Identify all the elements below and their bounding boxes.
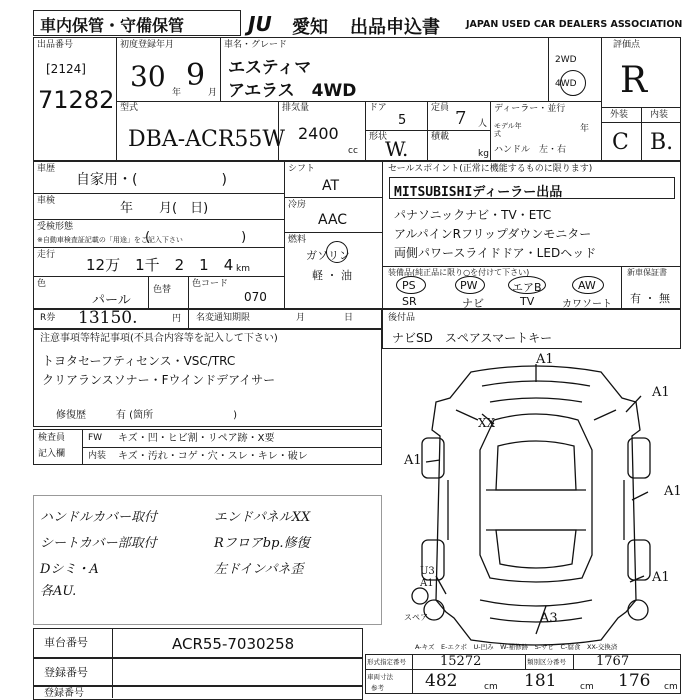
registration-year: 30 bbox=[130, 60, 166, 93]
color-code-value: 070 bbox=[244, 290, 267, 304]
equip-pw: PW bbox=[460, 279, 478, 292]
recycle-yen: 円 bbox=[172, 314, 182, 324]
type-label: 型式 bbox=[120, 103, 139, 113]
damage-legend: A-キズ E-エクボ U-凹み W-補修跡 S-サビ C-腐食 XX-交換済 bbox=[415, 643, 618, 651]
exterior-grade: C bbox=[612, 130, 629, 155]
drive-2wd: 2WD bbox=[555, 55, 577, 65]
height-unit: cm bbox=[664, 682, 678, 692]
bottom-reg-label: 登録番号 bbox=[44, 688, 84, 699]
drive-4wd: 4WD bbox=[555, 79, 577, 89]
history-value: 自家用・( ) bbox=[76, 172, 227, 188]
model-grade: アエラス 4WD bbox=[228, 81, 357, 101]
damage-a1-left: A1 bbox=[404, 453, 422, 468]
equip-circle-ps bbox=[396, 276, 426, 294]
ac-label: 冷房 bbox=[288, 200, 307, 210]
length-value: 482 bbox=[425, 671, 458, 691]
load-label: 積載 bbox=[431, 132, 450, 142]
fuel-gas-circle bbox=[326, 241, 348, 263]
displacement-label: 排気量 bbox=[282, 103, 310, 113]
registration-label: 初度登録年月 bbox=[120, 40, 175, 50]
registration-year-unit: 年 bbox=[172, 88, 182, 98]
receipt-label: 受検形態 bbox=[37, 222, 74, 232]
recycle-label: R券 bbox=[40, 313, 56, 323]
selling-point-2: パナソニックナビ・TV・ETC bbox=[394, 208, 552, 222]
color-change-label: 色替 bbox=[153, 285, 172, 295]
chassis-label: 車台番号 bbox=[44, 636, 88, 649]
model-name: エスティマ bbox=[228, 58, 312, 78]
capacity-label: 定員 bbox=[431, 103, 450, 113]
score-value: R bbox=[620, 60, 648, 101]
inspection-row2: キズ・汚れ・コゲ・穴・スレ・キレ・破レ bbox=[118, 451, 308, 462]
equip-circle-pw bbox=[455, 276, 485, 294]
displacement-value: 2400 bbox=[298, 124, 339, 143]
notes-line-2: クリアランスソナー・Fウインドデアイサー bbox=[42, 373, 276, 387]
inspector-note-right-1: エンドパネルXX bbox=[214, 510, 311, 525]
color-code-label: 色コード bbox=[192, 279, 229, 289]
notice-day: 日 bbox=[344, 313, 354, 323]
repair-label: 修復歴 bbox=[56, 410, 86, 421]
receipt-note: ※自動車検査証記載の「用途」をご記入下さい bbox=[37, 236, 183, 244]
fuel-gas: ガソリン bbox=[306, 249, 350, 262]
shaken-value: 年 月( 日) bbox=[120, 201, 209, 216]
equip-tv: TV bbox=[520, 295, 535, 308]
equip-circle-aw bbox=[572, 276, 604, 294]
model-year-label: モデル年式 bbox=[494, 122, 522, 138]
recycle-value: 13150. bbox=[78, 308, 138, 328]
width-unit: cm bbox=[580, 682, 594, 692]
lot-label: 出品番号 bbox=[37, 40, 74, 50]
notice-label: 名変通知期限 bbox=[196, 313, 251, 323]
damage-a3: A3 bbox=[540, 611, 558, 626]
interior-label: 内装 bbox=[650, 110, 669, 120]
type-code-label: 形式指定番号 bbox=[367, 658, 406, 666]
size-label: 車両寸法 bbox=[367, 673, 393, 681]
width-value: 181 bbox=[524, 671, 557, 691]
new-car-value: 有 ・ 無 bbox=[630, 292, 670, 305]
chassis-value: ACR55-7030258 bbox=[172, 635, 295, 653]
capacity-unit: 人 bbox=[478, 119, 488, 129]
inspector-note-right-2: Rフロアbp.修復 bbox=[214, 536, 310, 551]
inspection-label-1: 検査員 bbox=[38, 433, 66, 443]
doors-value: 5 bbox=[398, 113, 407, 128]
form-title: 出品申込書 bbox=[350, 17, 440, 38]
interior-grade: B. bbox=[650, 130, 674, 155]
aichi-title: 愛知 bbox=[292, 17, 328, 38]
inspection-label-2: 記入欄 bbox=[38, 449, 66, 459]
capacity-value: 7 bbox=[455, 108, 467, 129]
type-code-value: 15272 bbox=[440, 654, 482, 669]
km-unit: km bbox=[236, 264, 250, 274]
notes-label: 注意事項等特記事項(不具合内容等を記入して下さい) bbox=[40, 333, 278, 344]
damage-a1-u: A1 bbox=[420, 578, 434, 589]
new-car-label: 新車保証書 bbox=[627, 268, 667, 277]
equip-circle-airbag bbox=[508, 276, 546, 294]
cc-unit: cc bbox=[348, 146, 358, 156]
damage-xx: XX bbox=[478, 416, 496, 430]
dealer-label: ディーラー・並行 bbox=[494, 104, 566, 114]
inspector-note-left-2: シートカバー部取付 bbox=[40, 536, 157, 551]
notes-line-1: トヨタセーフティセンス・VSC/TRC bbox=[42, 354, 236, 368]
score-label: 評価点 bbox=[613, 40, 641, 50]
color-label: 色 bbox=[37, 279, 47, 289]
lot-number: 71282 bbox=[38, 86, 115, 114]
inspector-note-left-4: 各AU. bbox=[40, 584, 77, 599]
fuel-diesel: 軽 ・ 油 bbox=[312, 269, 352, 282]
shaken-label: 車検 bbox=[37, 196, 56, 206]
model-year-unit: 年 bbox=[580, 124, 590, 134]
ju-logo: JU bbox=[248, 12, 272, 36]
class-code-label: 類別区分番号 bbox=[527, 658, 566, 666]
receipt-paren: ( ) bbox=[145, 230, 247, 245]
damage-a1-bottom-right: A1 bbox=[652, 570, 670, 585]
inspection-row1: キズ・凹・ヒビ割・リペア跡・X要 bbox=[118, 433, 275, 444]
doors-label: ドア bbox=[369, 103, 387, 113]
shape-label: 形状 bbox=[369, 132, 388, 142]
exterior-label: 外装 bbox=[610, 110, 629, 120]
notice-month: 月 bbox=[296, 313, 306, 323]
inspection-row2-head: 内装 bbox=[88, 451, 107, 461]
equip-navi: ナビ bbox=[462, 297, 484, 310]
equip-kawa: カワソート bbox=[562, 299, 612, 310]
shape-value: W. bbox=[385, 137, 409, 161]
mileage-value: 12万 1千 2 1 4 bbox=[86, 256, 234, 274]
selling-point-3: アルパインRフリップダウンモニター bbox=[394, 227, 592, 241]
type-value: DBA-ACR55W bbox=[128, 127, 286, 152]
class-code-value: 1767 bbox=[596, 654, 630, 669]
mileage-label: 走行 bbox=[37, 250, 56, 260]
shift-label: シフト bbox=[288, 164, 316, 174]
equip-aw: AW bbox=[578, 279, 596, 292]
damage-a1-top: A1 bbox=[536, 352, 554, 367]
fuel-label: 燃料 bbox=[288, 235, 307, 245]
association-name: JAPAN USED CAR DEALERS ASSOCIATION bbox=[466, 19, 683, 30]
car-damage-diagram bbox=[386, 350, 686, 655]
drive-circle bbox=[560, 70, 586, 96]
color-value: パール bbox=[92, 293, 131, 308]
equip-sr: SR bbox=[402, 295, 417, 308]
ref-label: 参考 bbox=[371, 684, 384, 692]
handle-label: ハンドル 左・右 bbox=[494, 145, 567, 155]
aftermarket-label: 後付品 bbox=[388, 313, 416, 323]
repair-value: 有 (箇所 ) bbox=[116, 410, 237, 421]
registration-month-unit: 月 bbox=[208, 88, 218, 98]
equip-airbag: エアB bbox=[512, 281, 542, 294]
ac-value: AAC bbox=[318, 212, 348, 228]
kg-unit: kg bbox=[478, 149, 489, 159]
damage-u3: U3 bbox=[420, 566, 435, 577]
equip-ps: PS bbox=[402, 279, 416, 292]
shift-value: AT bbox=[322, 178, 340, 194]
inspector-note-right-3: 左ドインパネ歪 bbox=[214, 562, 304, 577]
storage-tag: 車内保管・守備保管 bbox=[40, 16, 185, 35]
damage-a1-right-top: A1 bbox=[652, 385, 670, 400]
selling-point-4: 両側パワースライドドア・LEDヘッド bbox=[394, 246, 597, 260]
registration-month: 9 bbox=[186, 58, 206, 93]
inspection-row1-head: FW bbox=[88, 433, 103, 443]
height-value: 176 bbox=[618, 671, 651, 691]
damage-a1-right: A1 bbox=[664, 484, 682, 499]
spare-tire-label: スペア bbox=[404, 613, 428, 622]
length-unit: cm bbox=[484, 682, 498, 692]
lot-sub: [2124] bbox=[46, 62, 86, 76]
history-label: 車歴 bbox=[37, 164, 56, 174]
selling-point-1: MITSUBISHIディーラー出品 bbox=[394, 185, 563, 200]
equipment-label: 装備品(純正品に限り○を付けて下さい) bbox=[388, 268, 530, 277]
inspector-note-left-3: Dシミ・A bbox=[40, 562, 99, 577]
selling-points-label: セールスポイント(正常に機能するものに限ります) bbox=[388, 164, 593, 174]
aftermarket-value: ナビSD スペアスマートキー bbox=[392, 331, 553, 345]
inspector-note-left-1: ハンドルカバー取付 bbox=[40, 510, 158, 525]
registration-no-label: 登録番号 bbox=[44, 666, 88, 679]
model-label: 車名・グレード bbox=[224, 40, 288, 50]
